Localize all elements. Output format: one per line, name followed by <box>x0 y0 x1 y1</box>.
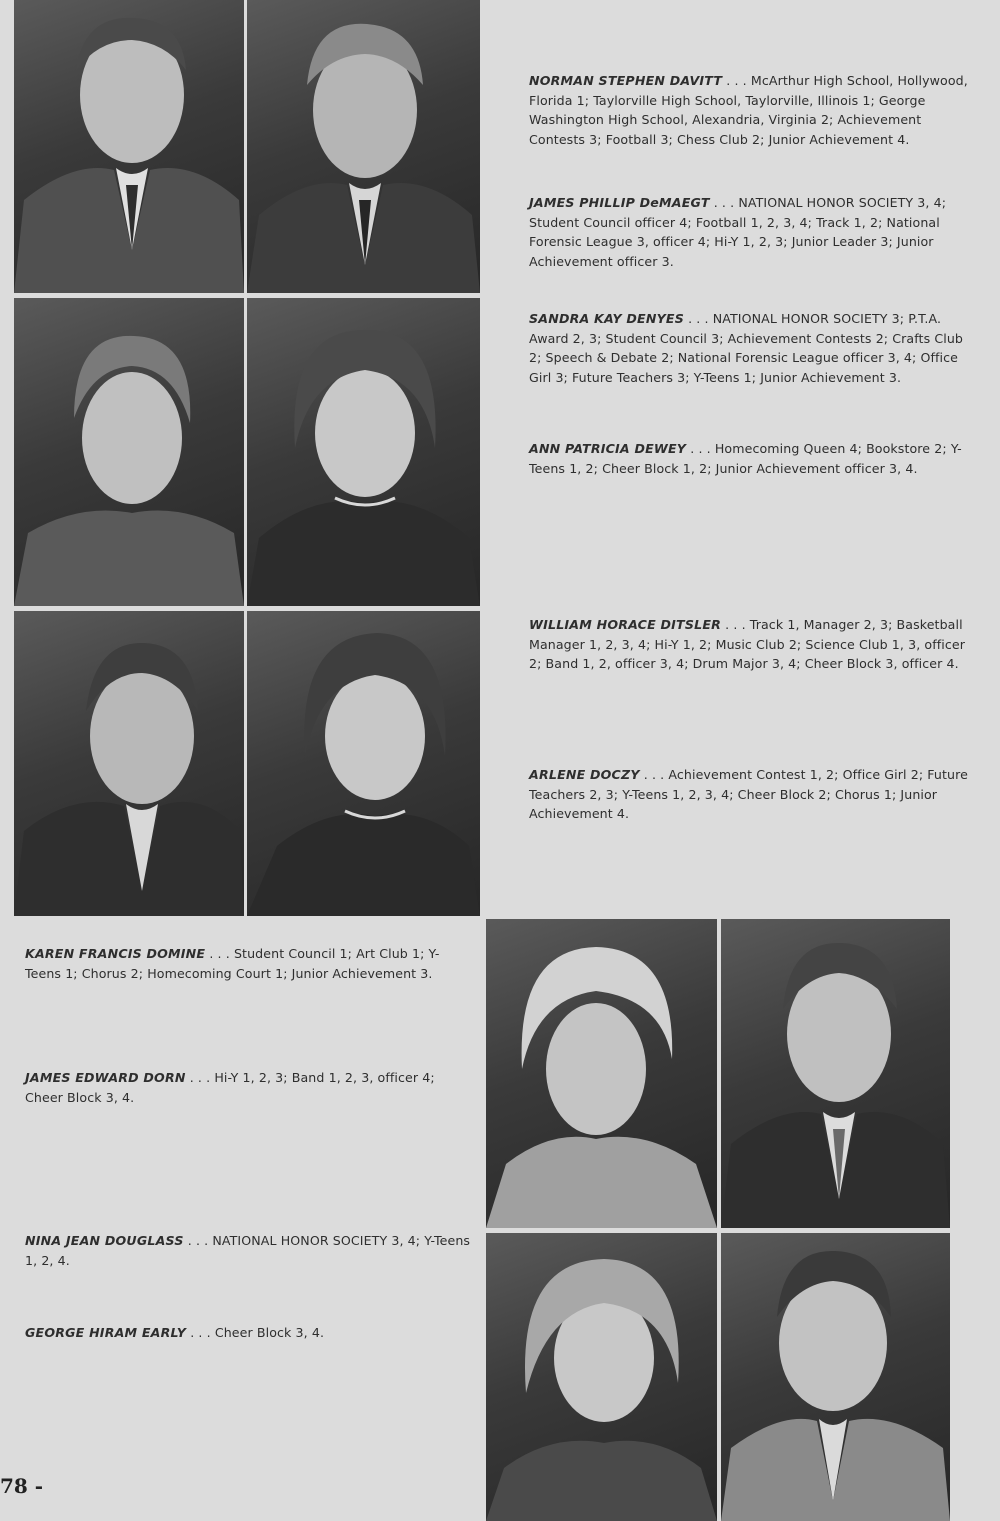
entry-douglass <box>25 1231 471 1270</box>
girl-portrait-icon <box>247 611 480 916</box>
entry-dewey <box>529 439 975 478</box>
student-name: ARLENE DOCZY <box>529 767 640 782</box>
boy-portrait-icon <box>14 0 244 293</box>
entry-doczy <box>529 765 975 824</box>
girl-portrait-icon <box>247 298 480 606</box>
student-activities: . . . Track 1, Manager 2, 3; Basketball Manager 1, 2, 3, 4; Hi-Y 1, 2; Music Club 2; Science Club 1, 3, officer 2; Band 1, 2, officer 3, 4; Drum Major 3, 4; Cheer Block 3, officer 4. <box>529 617 966 672</box>
portrait-demaegt <box>247 0 480 293</box>
entry-domine <box>25 944 470 983</box>
student-name: JAMES PHILLIP DeMAEGT <box>529 195 710 210</box>
student-activities: . . . Cheer Block 3, 4. <box>186 1325 325 1340</box>
student-activities: . . . NATIONAL HONOR SOCIETY 3; P.T.A. Award 2, 3; Student Council 3; Achievement Contests 2; Crafts Club 2; Speech & Debate 2; National Forensic League officer 3, 4; Office Girl 3; Future Teachers 3; Y-Teens 1; Junior Achievement 3. <box>529 311 964 385</box>
student-name: ANN PATRICIA DEWEY <box>529 441 687 456</box>
student-name: NINA JEAN DOUGLASS <box>25 1233 184 1248</box>
student-activities: . . . NATIONAL HONOR SOCIETY 3, 4; Student Council officer 4; Football 1, 2, 3, 4; Track 1, 2; National Forensic League 3, officer 4; Hi-Y 1, 2, 3; Junior Leader 3; Junior Achievement officer 3. <box>529 195 947 269</box>
entry-davitt <box>529 71 969 149</box>
student-activities: . . . NATIONAL HONOR SOCIETY 3, 4; Y-Teens 1, 2, 4. <box>25 1233 471 1268</box>
student-name: GEORGE HIRAM EARLY <box>25 1325 187 1340</box>
student-name: WILLIAM HORACE DITSLER <box>529 617 722 632</box>
entry-ditsler <box>529 615 973 674</box>
girl-portrait-icon <box>14 298 244 606</box>
girl-portrait-icon <box>486 919 717 1228</box>
girl-portrait-icon <box>486 1233 717 1521</box>
student-activities: . . . Hi-Y 1, 2, 3; Band 1, 2, 3, officer 4; Cheer Block 3, 4. <box>25 1070 435 1105</box>
entry-early <box>25 1323 471 1343</box>
portrait-doczy <box>247 611 480 916</box>
boy-portrait-icon <box>247 0 480 293</box>
student-name: KAREN FRANCIS DOMINE <box>25 946 206 961</box>
entry-dorn <box>25 1068 471 1107</box>
portrait-douglass <box>486 1233 717 1521</box>
boy-portrait-icon <box>14 611 244 916</box>
portrait-domine <box>486 919 717 1228</box>
entry-denyes <box>529 309 975 387</box>
portrait-early <box>721 1233 950 1521</box>
student-activities: . . . McArthur High School, Hollywood, Florida 1; Taylorville High School, Taylorville, Illinois 1; George Washington High School, Alexandria, Virginia 2; Achievement Contests 3; Football 3; Chess Club 2; Junior Achievement 4. <box>529 73 968 147</box>
student-activities: . . . Achievement Contest 1, 2; Office Girl 2; Future Teachers 2, 3; Y-Teens 1, 2, 3, 4; Cheer Block 2; Chorus 1; Junior Achievement 4. <box>529 767 968 822</box>
boy-portrait-icon <box>721 1233 950 1521</box>
entry-demaegt <box>529 193 973 271</box>
portrait-dorn <box>721 919 950 1228</box>
portrait-davitt <box>14 0 244 293</box>
student-name: SANDRA KAY DENYES <box>529 311 684 326</box>
page-number: 78 - <box>0 1474 44 1498</box>
portrait-ditsler <box>14 611 244 916</box>
boy-portrait-icon <box>721 919 950 1228</box>
portrait-denyes <box>14 298 244 606</box>
student-name: JAMES EDWARD DORN <box>25 1070 186 1085</box>
portrait-dewey <box>247 298 480 606</box>
student-activities: . . . Student Council 1; Art Club 1; Y-Teens 1; Chorus 2; Homecoming Court 1; Junior Achievement 3. <box>25 946 440 981</box>
student-activities: . . . Homecoming Queen 4; Bookstore 2; Y-Teens 1, 2; Cheer Block 1, 2; Junior Achievement officer 3, 4. <box>529 441 962 476</box>
student-name: NORMAN STEPHEN DAVITT <box>529 73 723 88</box>
